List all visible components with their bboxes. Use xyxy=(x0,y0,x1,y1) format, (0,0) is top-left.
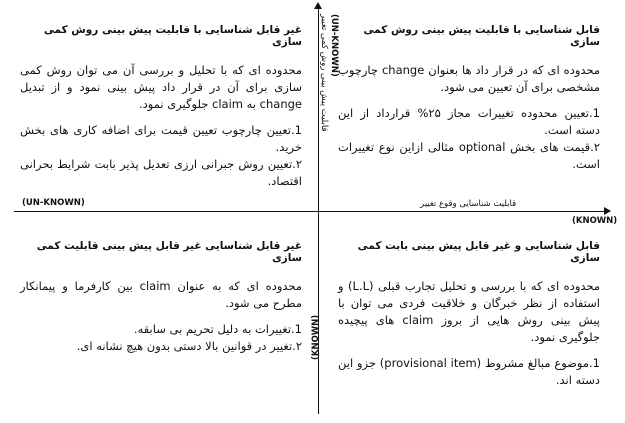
horizontal-axis xyxy=(14,211,610,212)
x-axis-right-label: (KNOWN) xyxy=(572,216,618,226)
vertical-axis-arrow-icon xyxy=(314,2,322,9)
x-axis-left-label: (UN-KNOWN) xyxy=(22,198,85,208)
quadrant-top-right xyxy=(338,24,600,173)
quadrant-item: ۲.تعیین روش جبرانی ارزی تعدیل پذیر بابت شرایط بحرانی اقتصاد. xyxy=(20,157,302,188)
quadrant-title: غیر قابل شناسایی غیر قابل پیش بینی قابلیت کمی سازی xyxy=(36,240,302,264)
quadrant-item: 1.تعیین محدوده تغییرات مجاز ۲۵% قرارداد از این دسته است. xyxy=(338,106,600,137)
y-axis-title: قابلیت پیش بینی روش کمی تغییر xyxy=(319,14,329,132)
quadrant-item: ۲.تغییر در قوانین بالا دستی بدون هیچ نشانه ای. xyxy=(76,339,302,353)
y-axis-top-label: (UN-KNOWN) xyxy=(329,14,339,77)
quadrant-body: محدوده ای که به عنوان claim بین کارفرما و پیمانکار مطرح می شود. xyxy=(20,279,302,310)
quadrant-body: محدوده ای که با بررسی و تحلیل تجارب قبلی (L.L) و استفاده از نظر خبرگان و خلاقیت فردی می توان با پیش بینی روش هایی از بروز claim های پیچیده جلوگیری نمود. xyxy=(338,279,600,344)
quadrant-title: قابل شناسایی و غیر قابل پیش بینی بابت کمی سازی xyxy=(357,240,600,264)
horizontal-axis-arrow-icon xyxy=(604,207,611,215)
quadrant-body: محدوده ای که با تحلیل و بررسی آن می توان روش کمی سازی برای آن در قرار داد پیش بینی نمود و از تبدیل change به claim جلوگیری نمود. xyxy=(20,63,302,111)
quadrant-bottom-right xyxy=(338,240,600,389)
quadrant-item: 1.تغییرات به دلیل تحریم بی سابقه. xyxy=(133,322,302,336)
y-axis-bottom-label: (KNOWN) xyxy=(311,314,321,360)
quadrant-item: 1.موضوع مبالغ مشروط (provisional item) جزو این دسته اند. xyxy=(338,356,600,387)
quadrant-bottom-left xyxy=(20,240,302,355)
quadrant-body: محدوده ای که در قرار داد ها بعنوان change چارچوب مشخصی برای آن تعیین می شود. xyxy=(338,63,600,94)
quadrant-top-left xyxy=(20,24,302,190)
quadrant-item: ۲.قیمت های بخش optional مثالی ازاین نوع تغییرات است. xyxy=(338,140,600,171)
x-axis-title: قابلیت شناسایی وقوع تغییر xyxy=(420,199,517,209)
quadrant-title: قابل شناسایی با قابلیت پیش بینی روش کمی سازی xyxy=(363,24,600,48)
quadrant-item: 1.تعیین چارچوب تعیین قیمت برای اضافه کاری های بخش خرید. xyxy=(20,123,302,154)
quadrant-title: غیر قابل شناسایی با قابلیت پیش بینی روش کمی سازی xyxy=(43,24,302,48)
